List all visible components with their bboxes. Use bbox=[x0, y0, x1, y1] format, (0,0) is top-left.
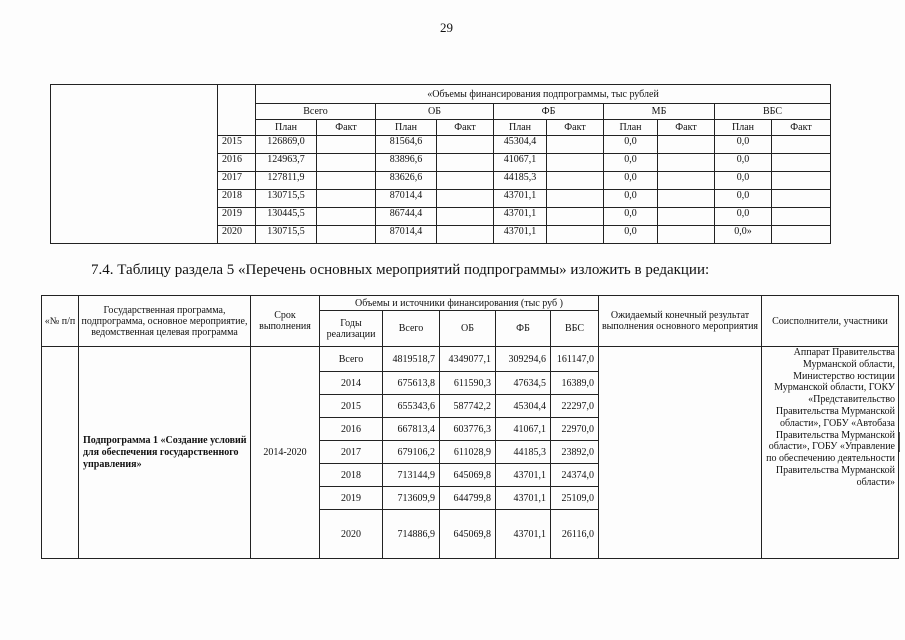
fb-cell: 43701,1 bbox=[496, 487, 551, 510]
fb-header: ФБ bbox=[496, 311, 551, 347]
total-cell: 713609,9 bbox=[383, 487, 440, 510]
fact-header: Факт bbox=[658, 120, 715, 136]
vbs-cell: 22297,0 bbox=[551, 395, 599, 418]
num-cell bbox=[42, 347, 79, 559]
result-header: Ожидаемый конечный результат выполнения основного мероприятия bbox=[599, 296, 762, 347]
mb-plan: 0,0 bbox=[604, 172, 658, 190]
fb-plan: 43701,1 bbox=[494, 226, 547, 244]
vbs-cell: 161147,0 bbox=[551, 347, 599, 372]
plan-header: План bbox=[256, 120, 317, 136]
ob-cell: 587742,2 bbox=[440, 395, 496, 418]
total-cell: 714886,9 bbox=[383, 510, 440, 559]
vbs-plan: 0,0 bbox=[715, 208, 772, 226]
total-cell: 713144,9 bbox=[383, 464, 440, 487]
ob-plan: 83626,6 bbox=[376, 172, 437, 190]
blank-cell bbox=[51, 85, 218, 244]
blank-year-header bbox=[218, 85, 256, 136]
vbs-header: ВБС bbox=[551, 311, 599, 347]
fb-cell: 44185,3 bbox=[496, 441, 551, 464]
total-cell: 679106,2 bbox=[383, 441, 440, 464]
fb-plan: 44185,3 bbox=[494, 172, 547, 190]
source-header: ВБС bbox=[715, 104, 831, 120]
coexecutors-header: Соисполнители, участники bbox=[762, 296, 899, 347]
vbs-plan: 0,0 bbox=[715, 190, 772, 208]
mb-plan: 0,0 bbox=[604, 226, 658, 244]
fb-plan: 43701,1 bbox=[494, 208, 547, 226]
table-row bbox=[42, 347, 899, 372]
vbs-plan: 0,0» bbox=[715, 226, 772, 244]
year-cell: 2016 bbox=[320, 418, 383, 441]
activities-table bbox=[41, 295, 899, 559]
fb-plan: 43701,1 bbox=[494, 190, 547, 208]
vbs-plan: 0,0 bbox=[715, 136, 772, 154]
fb-cell: 309294,6 bbox=[496, 347, 551, 372]
total-plan: 130715,5 bbox=[256, 226, 317, 244]
total-plan: 127811,9 bbox=[256, 172, 317, 190]
fb-cell: 47634,5 bbox=[496, 372, 551, 395]
total-plan: 130445,5 bbox=[256, 208, 317, 226]
plan-header: План bbox=[715, 120, 772, 136]
ob-plan: 87014,4 bbox=[376, 190, 437, 208]
mb-plan: 0,0 bbox=[604, 154, 658, 172]
funding-header: Объемы и источники финансирования (тыс руб ) bbox=[320, 296, 599, 311]
source-header: Всего bbox=[256, 104, 376, 120]
source-header: ОБ bbox=[376, 104, 494, 120]
total-cell: 4819518,7 bbox=[383, 347, 440, 372]
year-cell: 2018 bbox=[218, 190, 256, 208]
ob-plan: 81564,6 bbox=[376, 136, 437, 154]
year-cell: 2020 bbox=[218, 226, 256, 244]
vbs-cell: 16389,0 bbox=[551, 372, 599, 395]
funding-group-header: «Объемы финансирования подпрограммы, тыс рублей bbox=[256, 85, 831, 104]
result-cell bbox=[599, 347, 762, 559]
total-plan: 124963,7 bbox=[256, 154, 317, 172]
ob-cell: 4349077,1 bbox=[440, 347, 496, 372]
plan-header: План bbox=[604, 120, 658, 136]
ob-cell: 644799,8 bbox=[440, 487, 496, 510]
fb-plan: 41067,1 bbox=[494, 154, 547, 172]
vbs-cell: 22970,0 bbox=[551, 418, 599, 441]
year-cell: Всего bbox=[320, 347, 383, 372]
page-number: 29 bbox=[440, 20, 453, 35]
ob-cell: 611028,9 bbox=[440, 441, 496, 464]
year-cell: 2017 bbox=[320, 441, 383, 464]
total-plan: 126869,0 bbox=[256, 136, 317, 154]
ob-cell: 603776,3 bbox=[440, 418, 496, 441]
fb-plan: 45304,4 bbox=[494, 136, 547, 154]
ob-plan: 83896,6 bbox=[376, 154, 437, 172]
fact-header: Факт bbox=[772, 120, 831, 136]
vbs-cell: 26116,0 bbox=[551, 510, 599, 559]
term-value: 2014-2020 bbox=[251, 347, 320, 559]
year-cell: 2020 bbox=[320, 510, 383, 559]
fact-header: Факт bbox=[317, 120, 376, 136]
vbs-cell: 25109,0 bbox=[551, 487, 599, 510]
plan-header: План bbox=[376, 120, 437, 136]
ob-cell: 611590,3 bbox=[440, 372, 496, 395]
plan-header: План bbox=[494, 120, 547, 136]
program-header: Государственная программа, подпрограмма, основное мероприятие, ведомственная целевая программа bbox=[79, 296, 251, 347]
section-heading: 7.4. Таблицу раздела 5 «Перечень основных мероприятий подпрограммы» изложить в редакции: bbox=[91, 262, 710, 278]
term-header: Срок выполнения bbox=[251, 296, 320, 347]
year-cell: 2017 bbox=[218, 172, 256, 190]
mb-plan: 0,0 bbox=[604, 190, 658, 208]
fb-cell: 41067,1 bbox=[496, 418, 551, 441]
vbs-cell: 23892,0 bbox=[551, 441, 599, 464]
coexecutors-cell: Аппарат Правительства Мурманской области, Министерство юстиции Мурманской области, ГОКУ «Представительство Правительства Мурманской области», ГОБУ «Автобаза Правительства Мурманской области», ГОБУ «Управление по обеспечению деятельности Правительства Мурманской области» bbox=[762, 347, 899, 559]
total-plan: 130715,5 bbox=[256, 190, 317, 208]
year-cell: 2014 bbox=[320, 372, 383, 395]
year-cell: 2015 bbox=[218, 136, 256, 154]
scan-edge-mark bbox=[899, 432, 900, 452]
program-name: Подпрограмма 1 «Создание условий для обеспечения государственного управления» bbox=[79, 347, 251, 559]
source-header: МБ bbox=[604, 104, 715, 120]
mb-plan: 0,0 bbox=[604, 208, 658, 226]
fb-cell: 43701,1 bbox=[496, 510, 551, 559]
fact-header: Факт bbox=[547, 120, 604, 136]
total-cell: 675613,8 bbox=[383, 372, 440, 395]
ob-cell: 645069,8 bbox=[440, 464, 496, 487]
year-cell: 2019 bbox=[218, 208, 256, 226]
funding-table bbox=[50, 84, 831, 244]
total-cell: 655343,6 bbox=[383, 395, 440, 418]
ob-cell: 645069,8 bbox=[440, 510, 496, 559]
mb-plan: 0,0 bbox=[604, 136, 658, 154]
vbs-plan: 0,0 bbox=[715, 154, 772, 172]
source-header: ФБ bbox=[494, 104, 604, 120]
fb-cell: 45304,4 bbox=[496, 395, 551, 418]
year-cell: 2019 bbox=[320, 487, 383, 510]
ob-plan: 86744,4 bbox=[376, 208, 437, 226]
vbs-cell: 24374,0 bbox=[551, 464, 599, 487]
fact-header: Факт bbox=[437, 120, 494, 136]
total-cell: 667813,4 bbox=[383, 418, 440, 441]
num-header: «№ п/п bbox=[42, 296, 79, 347]
ob-header: ОБ bbox=[440, 311, 496, 347]
fb-cell: 43701,1 bbox=[496, 464, 551, 487]
vbs-plan: 0,0 bbox=[715, 172, 772, 190]
years-header: Годы реализации bbox=[320, 311, 383, 347]
year-cell: 2018 bbox=[320, 464, 383, 487]
year-cell: 2016 bbox=[218, 154, 256, 172]
ob-plan: 87014,4 bbox=[376, 226, 437, 244]
year-cell: 2015 bbox=[320, 395, 383, 418]
total-header: Всего bbox=[383, 311, 440, 347]
